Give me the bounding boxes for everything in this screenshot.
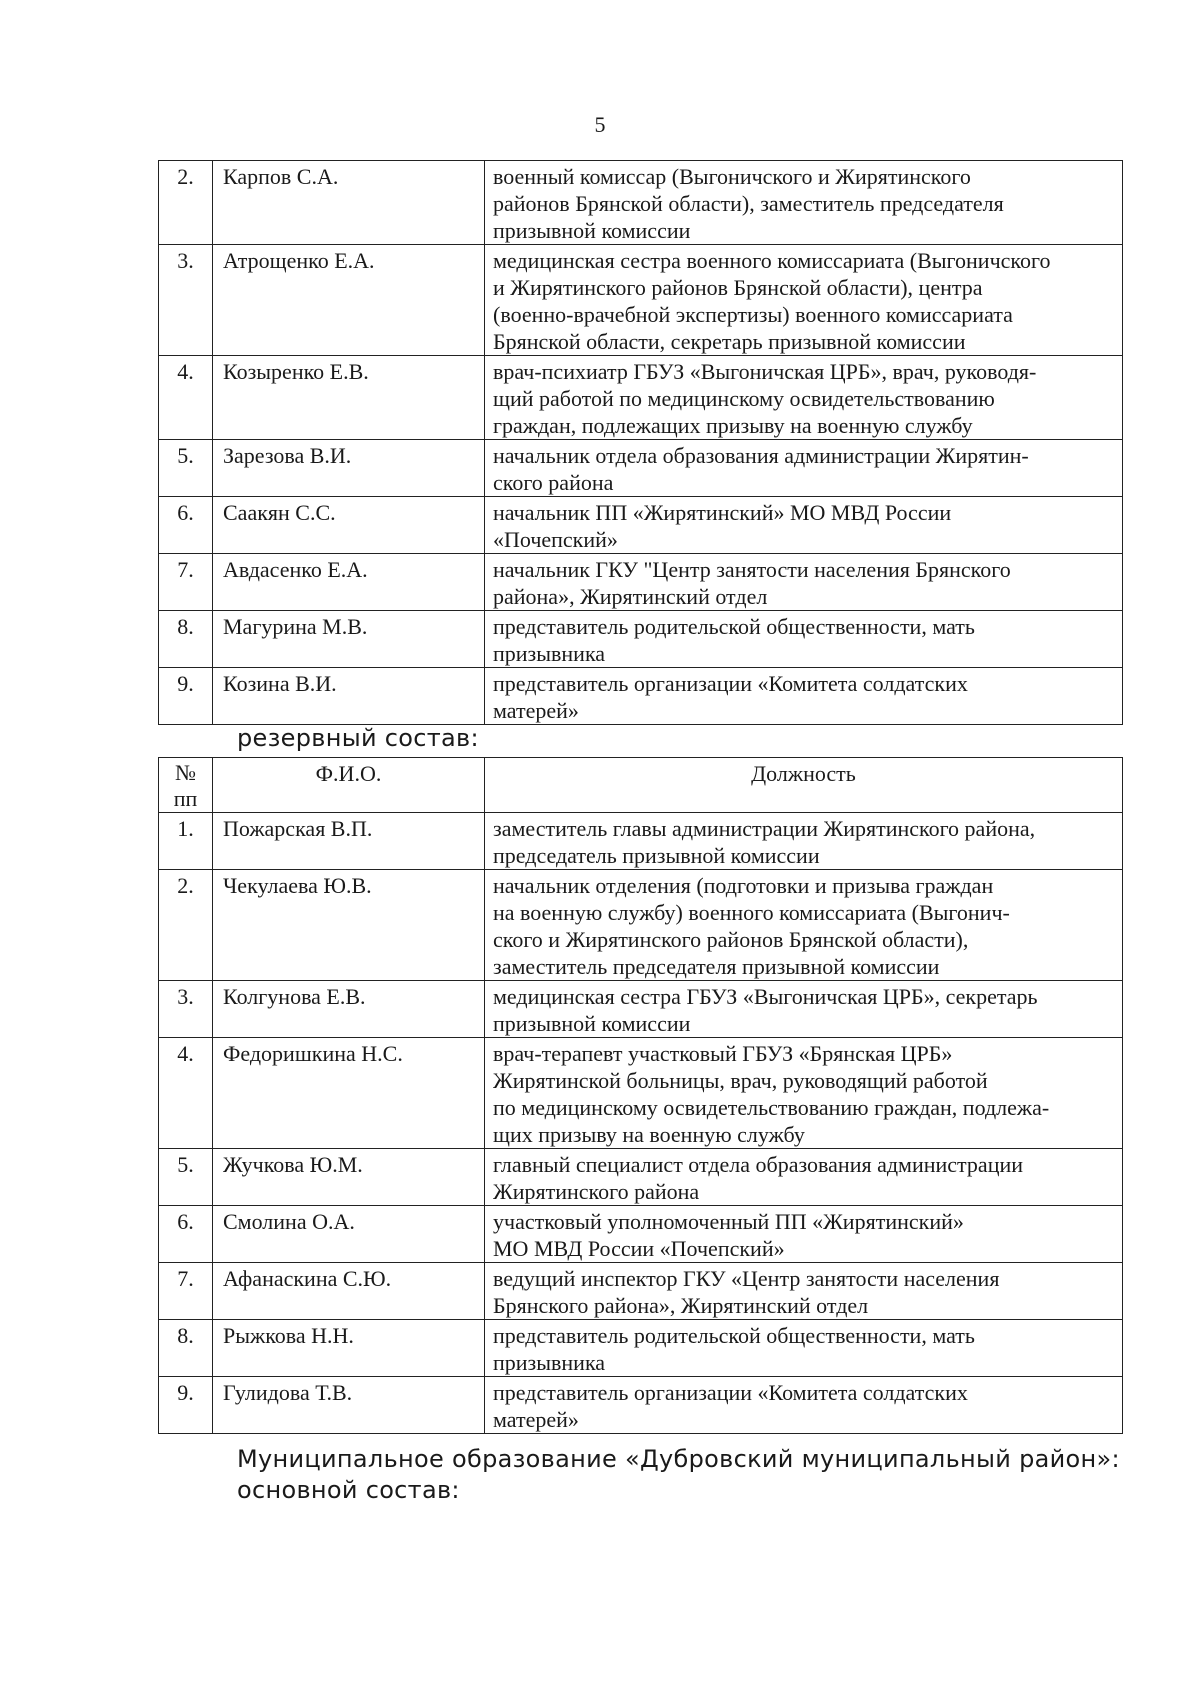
row-number: 7.: [159, 1263, 213, 1320]
position-line: врач-терапевт участковый ГБУЗ «Брянская ЦРБ»: [493, 1041, 953, 1066]
member-name: Федоришкина Н.С.: [213, 1038, 485, 1149]
row-number: 6.: [159, 1206, 213, 1263]
position-line: начальник отдела образования администрации Жирятин-: [493, 443, 1029, 468]
row-number: 7.: [159, 554, 213, 611]
position-line: заместитель главы администрации Жирятинского района,: [493, 816, 1036, 841]
member-position: [485, 870, 1123, 981]
position-line: медицинская сестра военного комиссариата (Выгоничского: [493, 248, 1051, 273]
member-name: Зарезова В.И.: [213, 440, 485, 497]
position-line: и Жирятинского районов Брянской области), центра: [493, 275, 983, 300]
member-position: [485, 813, 1123, 870]
position-line: главный специалист отдела образования администрации: [493, 1152, 1024, 1177]
row-number: 2.: [159, 161, 213, 245]
position-line: МО МВД России «Почепский»: [493, 1236, 785, 1261]
table-row: [159, 813, 1123, 870]
position-line: района», Жирятинский отдел: [493, 584, 768, 609]
main-composition-heading: основной состав:: [237, 1476, 460, 1504]
row-number: 3.: [159, 245, 213, 356]
member-name: Рыжкова Н.Н.: [213, 1320, 485, 1377]
row-number: 8.: [159, 1320, 213, 1377]
table-row: [159, 1038, 1123, 1149]
position-line: председатель призывной комиссии: [493, 843, 820, 868]
row-number: 5.: [159, 440, 213, 497]
table-row: [159, 1206, 1123, 1263]
position-line: Жирятинской больницы, врач, руководящий работой: [493, 1068, 988, 1093]
table-row: [159, 356, 1123, 440]
row-number: 9.: [159, 1377, 213, 1434]
position-line: призывной комиссии: [493, 1011, 691, 1036]
position-line: матерей»: [493, 1407, 579, 1432]
position-line: (военно-врачебной экспертизы) военного комиссариата: [493, 302, 1013, 327]
member-name: Авдасенко Е.А.: [213, 554, 485, 611]
member-position: [485, 1320, 1123, 1377]
table-row: [159, 554, 1123, 611]
row-number: 6.: [159, 497, 213, 554]
position-line: начальник ГКУ "Центр занятости населения Брянского: [493, 557, 1011, 582]
position-line: призывника: [493, 1350, 606, 1375]
position-line: ского и Жирятинского районов Брянской области),: [493, 927, 969, 952]
member-position: [485, 356, 1123, 440]
row-number: 2.: [159, 870, 213, 981]
row-number: 5.: [159, 1149, 213, 1206]
position-line: призывной комиссии: [493, 218, 691, 243]
position-line: «Почепский»: [493, 527, 618, 552]
position-line: матерей»: [493, 698, 579, 723]
reserve-composition-heading: резервный состав:: [237, 724, 479, 752]
table-row: [159, 611, 1123, 668]
member-name: Карпов С.А.: [213, 161, 485, 245]
position-line: районов Брянской области), заместитель председателя: [493, 191, 1004, 216]
position-line: ведущий инспектор ГКУ «Центр занятости населения: [493, 1266, 1000, 1291]
position-line: Брянского района», Жирятинский отдел: [493, 1293, 869, 1318]
member-position: [485, 245, 1123, 356]
column-header-position: Должность: [485, 758, 1123, 813]
position-line: представитель организации «Комитета солдатских: [493, 1380, 968, 1405]
row-number: 1.: [159, 813, 213, 870]
table-header-row: [159, 758, 1123, 813]
position-line: начальник отделения (подготовки и призыва граждан: [493, 873, 994, 898]
column-header-number-line: №: [175, 760, 196, 785]
position-line: заместитель председателя призывной комиссии: [493, 954, 940, 979]
member-position: [485, 440, 1123, 497]
position-line: Жирятинского района: [493, 1179, 700, 1204]
member-name: Магурина М.В.: [213, 611, 485, 668]
position-line: щий работой по медицинскому освидетельствованию: [493, 386, 995, 411]
column-header-number: [159, 758, 213, 813]
position-line: участковый уполномоченный ПП «Жирятинский»: [493, 1209, 964, 1234]
member-name: Колгунова Е.В.: [213, 981, 485, 1038]
row-number: 3.: [159, 981, 213, 1038]
member-name: Чекулаева Ю.В.: [213, 870, 485, 981]
member-position: [485, 1263, 1123, 1320]
position-line: представитель родительской общественности, мать: [493, 1323, 975, 1348]
column-header-name: Ф.И.О.: [213, 758, 485, 813]
member-position: [485, 1038, 1123, 1149]
position-line: военный комиссар (Выгоничского и Жирятинского: [493, 164, 971, 189]
position-line: Брянской области, секретарь призывной комиссии: [493, 329, 966, 354]
position-line: щих призыву на военную службу: [493, 1122, 805, 1147]
main-composition-table: [158, 160, 1123, 725]
table-row: [159, 981, 1123, 1038]
member-position: [485, 161, 1123, 245]
position-line: ского района: [493, 470, 614, 495]
table-row: [159, 1149, 1123, 1206]
table-row: [159, 440, 1123, 497]
member-name: Гулидова Т.В.: [213, 1377, 485, 1434]
position-line: медицинская сестра ГБУЗ «Выгоничская ЦРБ», секретарь: [493, 984, 1038, 1009]
position-line: врач-психиатр ГБУЗ «Выгоничская ЦРБ», врач, руководя-: [493, 359, 1037, 384]
position-line: представитель организации «Комитета солдатских: [493, 671, 968, 696]
member-name: Саакян С.С.: [213, 497, 485, 554]
member-name: Смолина О.А.: [213, 1206, 485, 1263]
member-position: [485, 611, 1123, 668]
position-line: на военную службу) военного комиссариата (Выгонич-: [493, 900, 1010, 925]
table-row: [159, 870, 1123, 981]
table-row: [159, 497, 1123, 554]
reserve-composition-table: [158, 757, 1123, 1434]
row-number: 8.: [159, 611, 213, 668]
member-position: [485, 1149, 1123, 1206]
table-row: [159, 1377, 1123, 1434]
member-name: Афанаскина С.Ю.: [213, 1263, 485, 1320]
member-position: [485, 1377, 1123, 1434]
row-number: 4.: [159, 1038, 213, 1149]
page-number: 5: [594, 112, 606, 137]
row-number: 4.: [159, 356, 213, 440]
position-line: представитель родительской общественности, мать: [493, 614, 975, 639]
member-name: Козина В.И.: [213, 668, 485, 725]
position-line: граждан, подлежащих призыву на военную службу: [493, 413, 973, 438]
position-line: начальник ПП «Жирятинский» МО МВД России: [493, 500, 952, 525]
table-row: [159, 1263, 1123, 1320]
member-name: Атрощенко Е.А.: [213, 245, 485, 356]
municipal-formation-heading: Муниципальное образование «Дубровский муниципальный район»:: [237, 1445, 1120, 1473]
row-number: 9.: [159, 668, 213, 725]
position-line: призывника: [493, 641, 606, 666]
position-line: по медицинскому освидетельствованию граждан, подлежа-: [493, 1095, 1050, 1120]
member-position: [485, 497, 1123, 554]
member-name: Пожарская В.П.: [213, 813, 485, 870]
table-row: [159, 245, 1123, 356]
member-position: [485, 981, 1123, 1038]
table-row: [159, 161, 1123, 245]
member-position: [485, 1206, 1123, 1263]
table-row: [159, 1320, 1123, 1377]
member-position: [485, 554, 1123, 611]
table-row: [159, 668, 1123, 725]
member-name: Жучкова Ю.М.: [213, 1149, 485, 1206]
member-position: [485, 668, 1123, 725]
member-name: Козыренко Е.В.: [213, 356, 485, 440]
column-header-number-line: пп: [173, 786, 198, 811]
